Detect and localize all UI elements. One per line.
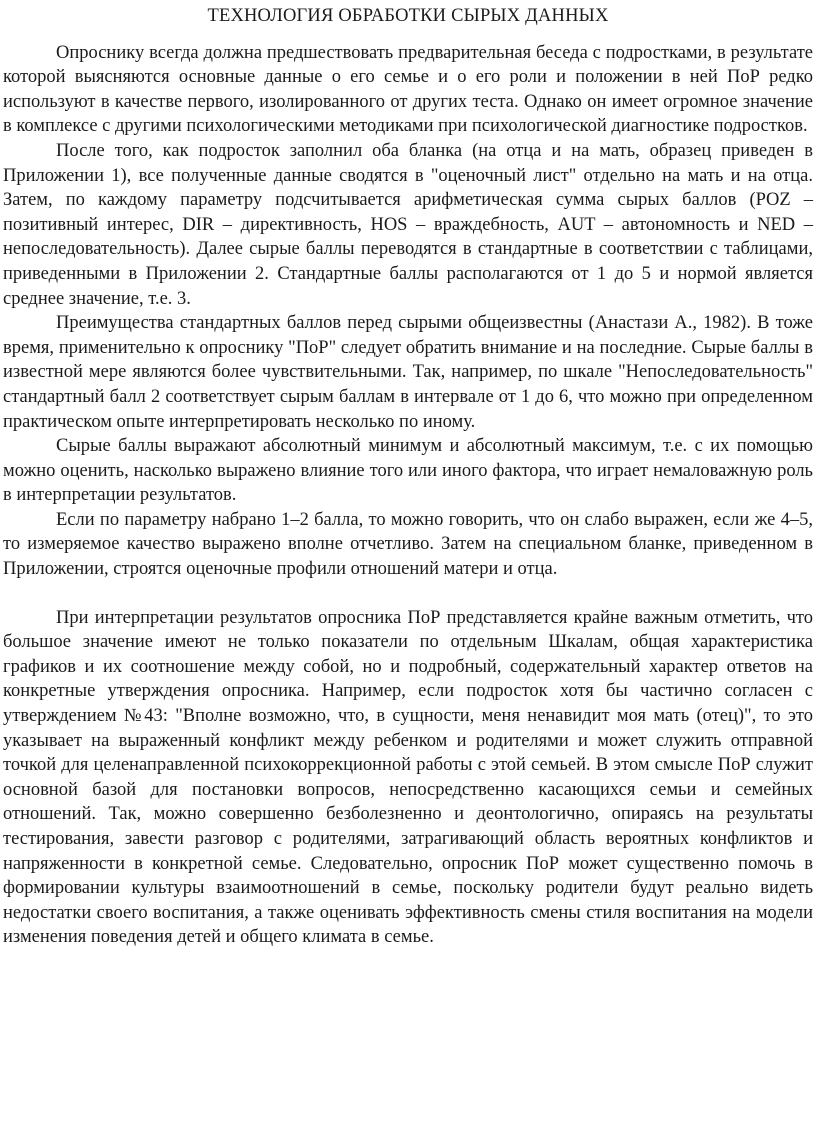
paragraph-interpretation: При интерпретации результатов опросника ПоР представляется крайне важным отметить, что большое значение имеют не только показатели по отдельным Шкалам, общая характеристика графиков и их соотношение между собой, но и подробный, содержательный характер ответов на конкретные утверждения опросника. Например, если подросток хотя бы частично согласен с утверждением №43: "Вполне возможно, что, в сущности, меня ненавидит моя мать (отец)", то это указывает на выраженный конфликт между ребенком и родителями и может служить отправной точкой для целенаправленной психокоррекционной работы с этой семьей. В этом смысле ПоР служит основной базой для постановки вопросов, непосредственно касающихся семьи и семейных отношений. Так, можно совершенно безболезненно и деонтологично, опираясь на результаты тестирования, завести разговор с родителями, затрагивающий область вероятных конфликтов и напряженности в конкретной семье. Следовательно, опросник ПоР может существенно помочь в формировании культуры взаимоотношений в семье, поскольку родители будут реально видеть недостатки своего воспитания, а также оценивать эффективность смены стиля воспитания на модели изменения поведения детей и общего климата в семье.	[3, 607, 813, 948]
paragraph-intro: Опроснику всегда должна предшествовать предварительная беседа с подростками, в результате которой выясняются основные данные о его семье и о его роли и положении в ней ПоР редко используют в качестве первого, изолированного от других теста. Однако он имеет огромное значение в комплексе с другими психологическими методиками при психологической диагностике подростков.	[3, 42, 813, 137]
paragraph-scoring: После того, как подросток заполнил оба бланка (на отца и на мать, образец приведен в Приложении 1), все полученные данные сводятся в "оценочный лист" отдельно на мать и на отца. Затем, по каждому параметру подсчитывается арифметическая сумма сырых баллов (POZ – позитивный интерес, DIR – директивность, HOS – враждебность, AUT – автономность и NED – непоследовательность). Далее сырые баллы переводятся в стандартные в соответствии с таблицами, приведенными в Приложении 2. Стандартные баллы располагаются от 1 до 5 и нормой является среднее значение, т.е. 3.	[3, 140, 813, 309]
paragraph-raw-scores: Сырые баллы выражают абсолютный минимум и абсолютный максимум, т.е. с их помощью можно оценить, насколько выражено влияние того или иного фактора, что играет немаловажную роль в интерпретации результатов.	[3, 436, 813, 506]
paragraph-profiles: Если по параметру набрано 1–2 балла, то можно говорить, что он слабо выражен, если же 4–5, то измеряемое качество выражено вполне отчетливо. Затем на специальном бланке, приведенном в Приложении, строятся оценочные профили отношений матери и отца.	[3, 509, 813, 580]
paragraph-standard-scores: Преимущества стандартных баллов перед сырыми общеизвестны (Анастази А., 1982). В тоже время, применительно к опроснику "ПоР" следует обратить внимание и на последние. Сырые баллы в известной мере являются более чувствительными. Так, например, по шкале "Непоследовательность" стандартный балл 2 соответствует сырым баллам в интервале от 1 до 6, что можно при определенном практическом опыте интерпретировать несколько по иному.	[3, 313, 813, 432]
document-title: ТЕХНОЛОГИЯ ОБРАБОТКИ СЫРЫХ ДАННЫХ	[207, 6, 609, 26]
